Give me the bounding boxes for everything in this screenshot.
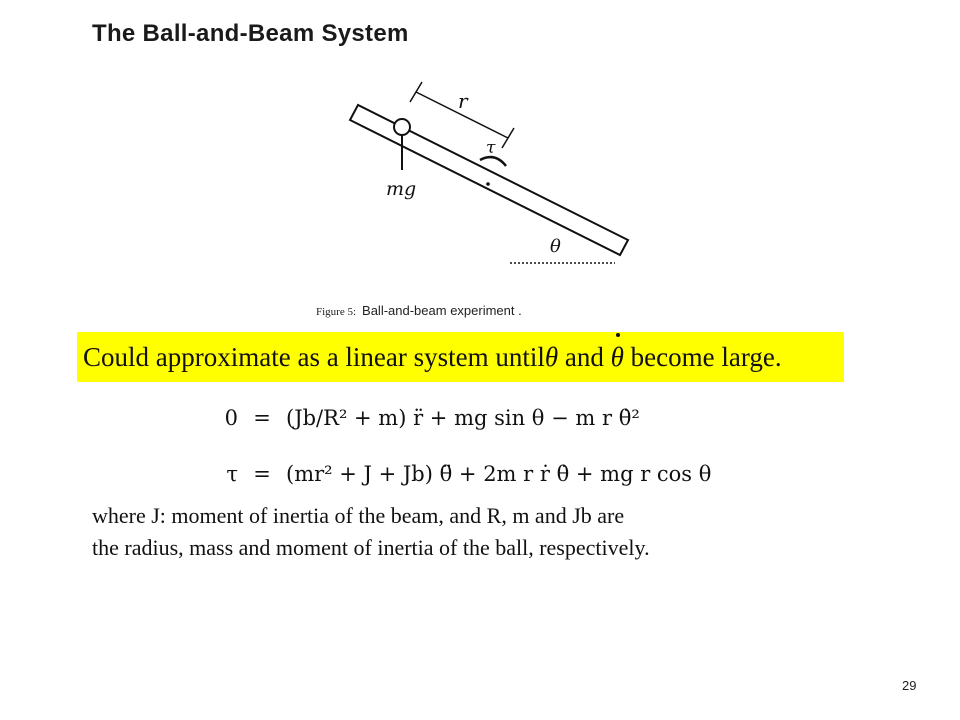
caption-label: Figure 5: bbox=[316, 306, 357, 318]
label-tau: τ bbox=[486, 138, 496, 158]
ball bbox=[394, 119, 410, 135]
equation-1-lhs: 0 bbox=[224, 406, 238, 430]
statement-theta-dot: θ bbox=[611, 332, 624, 382]
ball-and-beam-diagram bbox=[330, 80, 650, 280]
equation-2 bbox=[216, 446, 836, 502]
figure-caption bbox=[316, 303, 522, 318]
r-tick-right bbox=[502, 128, 514, 148]
label-r: r bbox=[458, 89, 468, 113]
page-title: The Ball-and-Beam System bbox=[92, 20, 409, 47]
equations-block bbox=[216, 390, 836, 502]
r-tick-left bbox=[410, 82, 422, 102]
page-number: 29 bbox=[902, 678, 917, 693]
statement-middle: and bbox=[558, 342, 611, 372]
description-line-1: where J: moment of inertia of the beam, and R, m and Jb are bbox=[92, 503, 625, 528]
caption-text: Ball-and-beam experiment . bbox=[362, 303, 522, 318]
torque-arc bbox=[480, 157, 506, 166]
equation-2-rhs: (mr² + J + Jb) θ̈ + 2m r ṙ θ̇ + mg r cos θ bbox=[286, 462, 712, 486]
label-mg: mg bbox=[386, 178, 417, 200]
equation-2-equals: = bbox=[253, 462, 271, 486]
highlighted-statement bbox=[77, 332, 844, 382]
equation-1-rhs: (Jb/R² + m) r̈ + mg sin θ − m r θ̇² bbox=[286, 406, 640, 430]
equation-1 bbox=[216, 390, 836, 446]
ball-and-beam-figure bbox=[330, 80, 650, 280]
equation-2-lhs: τ bbox=[226, 462, 238, 486]
pivot-dot bbox=[486, 182, 490, 186]
equation-1-equals: = bbox=[253, 406, 271, 430]
label-theta: θ bbox=[550, 236, 561, 257]
statement-theta: θ bbox=[544, 342, 559, 372]
statement-before: Could approximate as a linear system until bbox=[83, 342, 545, 372]
statement-after: become large. bbox=[623, 342, 782, 372]
description-line-2: the radius, mass and moment of inertia of the ball, respectively. bbox=[92, 535, 650, 560]
variable-description bbox=[92, 500, 852, 564]
